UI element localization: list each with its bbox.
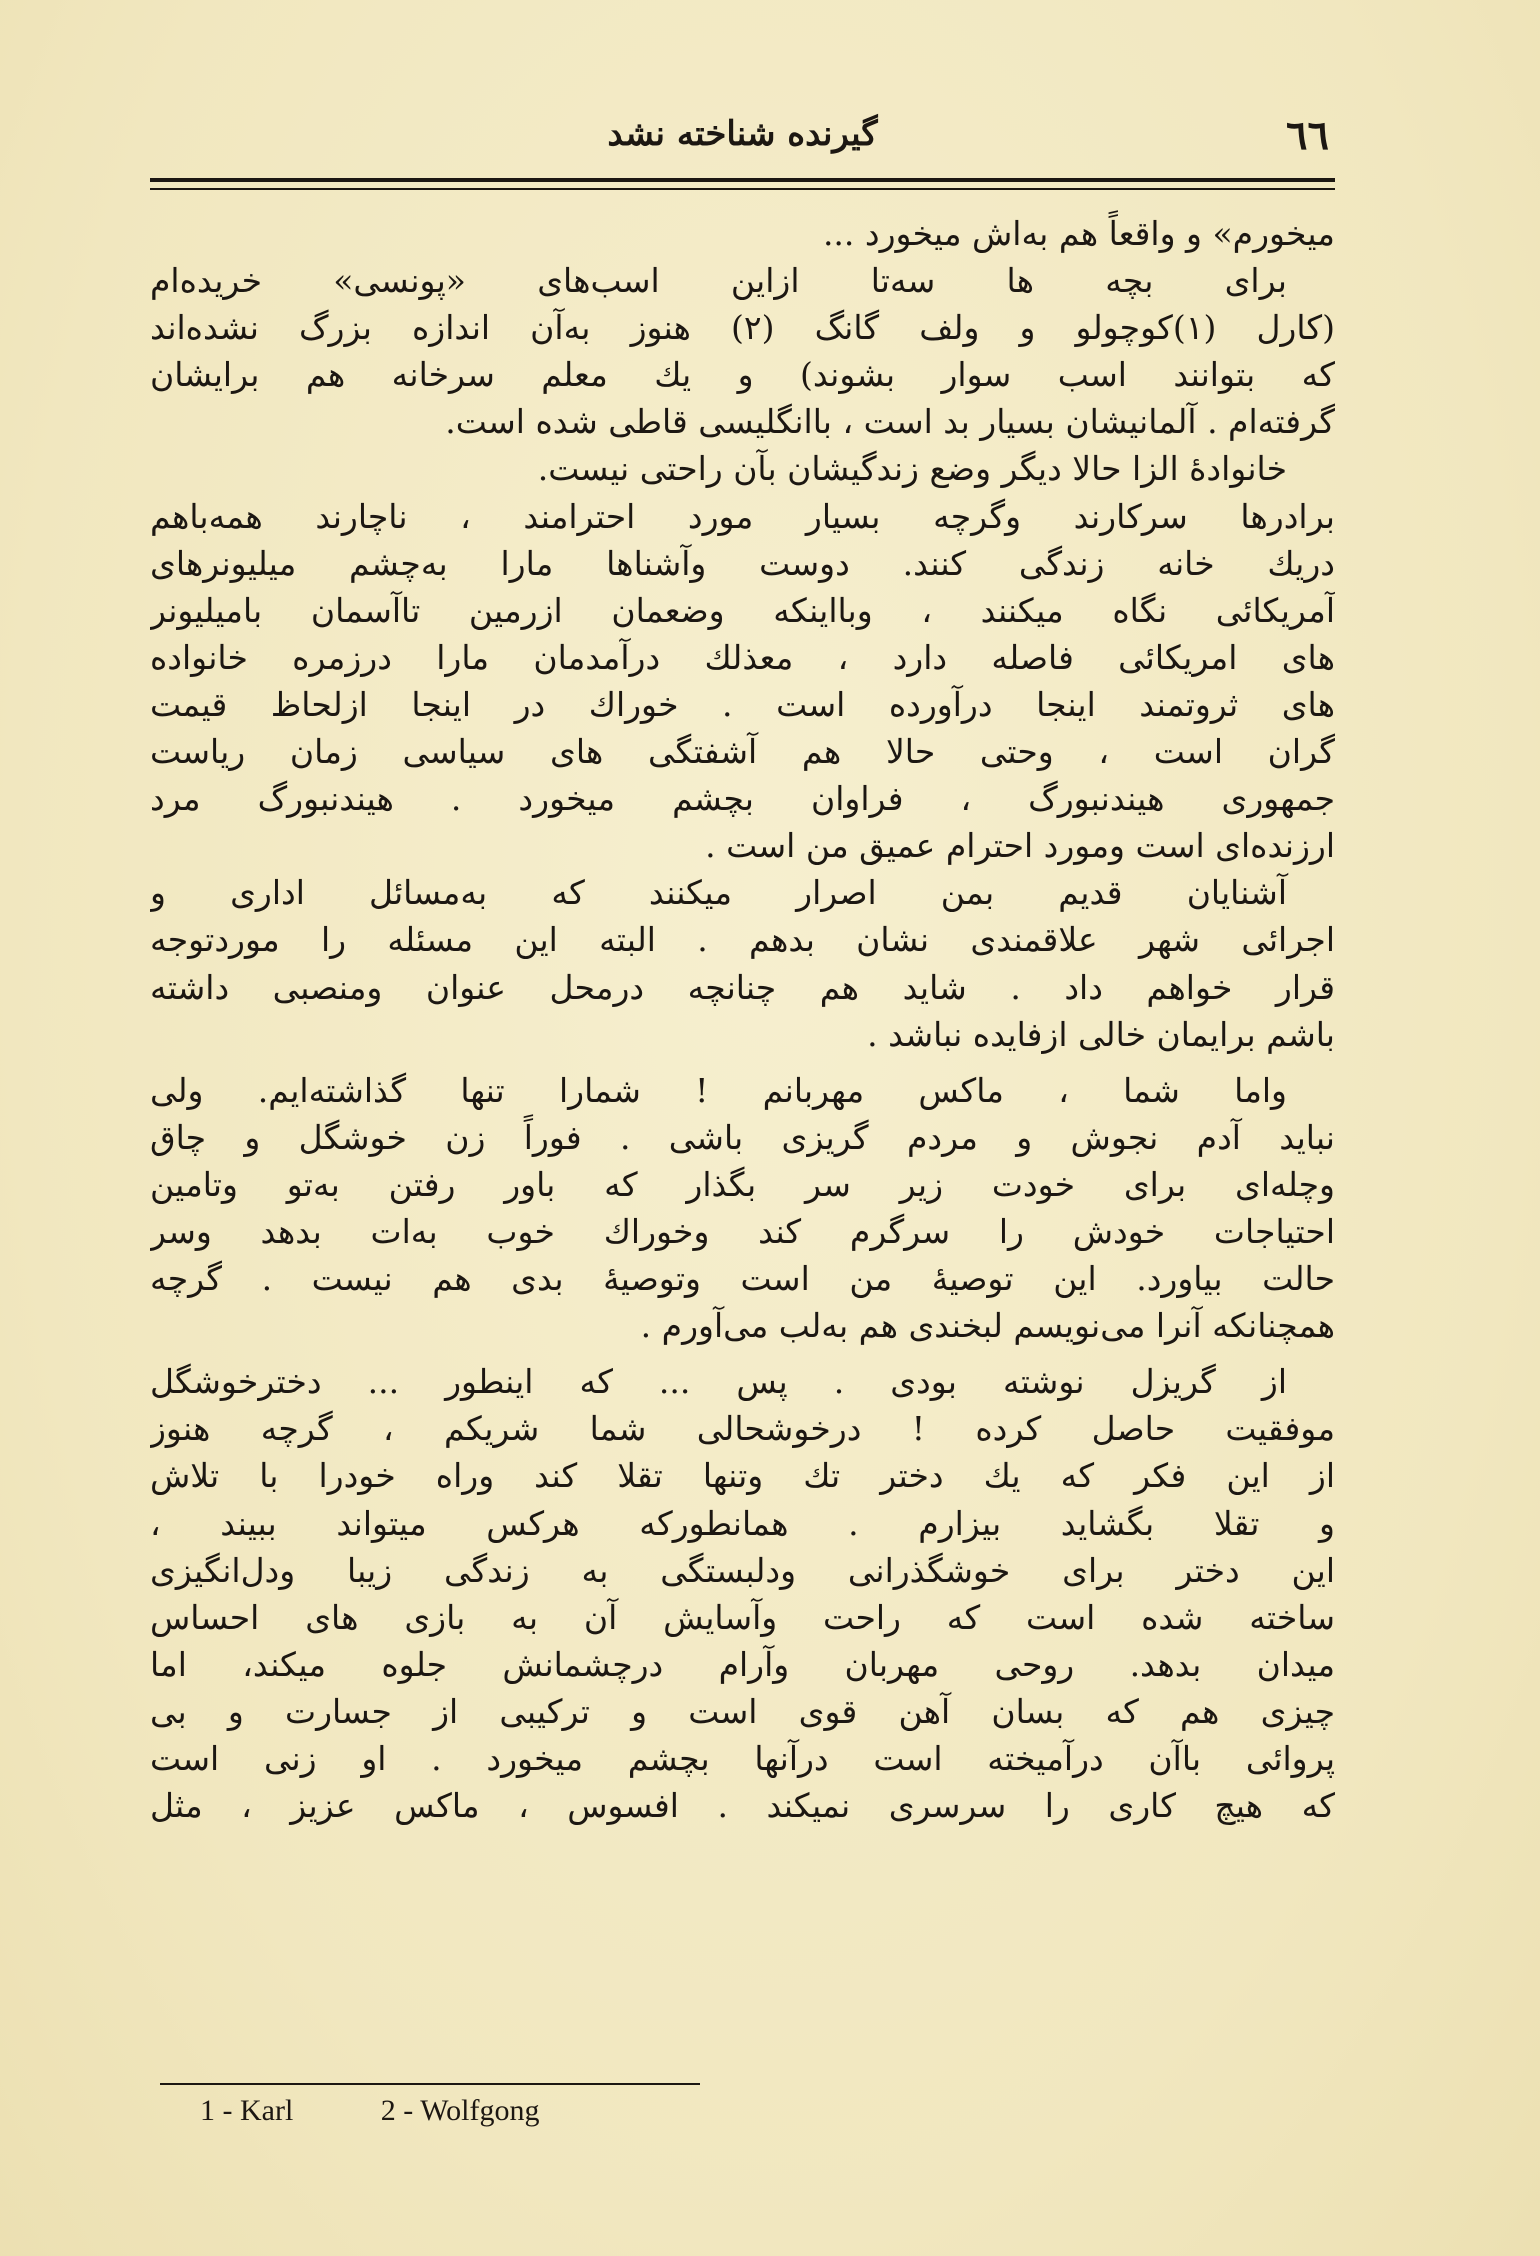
text-line: همچنانکه آنرا می‌نویسم لبخندی هم به‌لب می‌آورم . <box>640 1306 1335 1346</box>
text-line: خانوادهٔ الزا حالا دیگر وضع زندگیشان بآن راحتی نیست. <box>537 449 1287 489</box>
text-line: ارزنده‌ای است ومورد احترام عمیق من است . <box>705 826 1335 866</box>
text-line: باشم برایمان خالی ازفایده نباشد . <box>867 1014 1335 1054</box>
header-rule-thick <box>150 178 1335 182</box>
text-line: چیزی هم که بسان آهن قوی است و ترکیبی از جسارت و بی <box>150 1691 1335 1731</box>
running-title: گیرنده شناخته نشد <box>607 114 878 154</box>
footnotes <box>200 2094 619 2128</box>
footnote-1: 1 - Karl <box>200 2094 294 2127</box>
text-line: های ثروتمند اینجا درآورده است . خوراك در اینجا ازلحاظ قیمت <box>150 684 1335 724</box>
text-line: وچله‌ای برای خودت زیر سر بگذار که باور رفتن به‌تو وتامین <box>150 1164 1335 1204</box>
paragraph-gap <box>150 1349 1335 1358</box>
text-line: قرار خواهم داد . شاید هم چنانچه درمحل عنوان ومنصبی داشته <box>150 967 1335 1007</box>
text-line: از گریزل نوشته بودی . پس ... که اینطور ... دخترخوشگل <box>150 1362 1287 1402</box>
text-line: برادرها سرکارند وگرچه بسیار مورد احترامند ، ناچارند همه‌باهم <box>150 496 1335 536</box>
text-line: که بتوانند اسب سوار بشوند) و یك معلم سرخانه هم برایشان <box>150 355 1335 395</box>
body-text <box>150 210 1335 1829</box>
page-header <box>150 112 1335 172</box>
text-line: برای بچه ها سه‌تا ازاین اسب‌های «پونسی» خریده‌ام <box>150 261 1287 301</box>
text-line: واما شما ، ماکس مهربانم ! شمارا تنها گذاشته‌ایم. ولی <box>150 1070 1287 1110</box>
header-rule-thin <box>150 188 1335 190</box>
footnote-2: 2 - Wolfgong <box>380 2094 540 2127</box>
text-line: جمهوری هیندنبورگ ، فراوان بچشم میخورد . هیندنبورگ مرد <box>150 779 1335 819</box>
text-line: دریك خانه زندگی کنند. دوست وآشناها مارا به‌چشم میلیونرهای <box>150 543 1335 583</box>
footnote-rule <box>160 2083 700 2085</box>
text-line: اجرائی شهر علاقمندی نشان بدهم . البته این مسئله را موردتوجه <box>150 920 1335 960</box>
text-line: گرفته‌ام . آلمانیشان بسیار بد است ، باانگلیسی قاطی شده است. <box>445 402 1335 442</box>
text-line: موفقیت حاصل کرده ! درخوشحالی شما شریکم ، گرچه هنوز <box>150 1409 1335 1449</box>
text-line: آمریکائی نگاه میکنند ، وبااینکه وضعمان ازرمین تاآسمان بامیلیونر <box>150 590 1335 630</box>
text-line: گران است ، وحتی حالا هم آشفتگی های سیاسی زمان ریاست <box>150 732 1335 772</box>
text-line: این دختر برای خوشگذرانی ودلبستگی به زندگی زیبا ودل‌انگیزی <box>150 1550 1335 1590</box>
paragraph-gap <box>150 1058 1335 1067</box>
text-line: پروائی باآن درآمیخته است درآنها بچشم میخورد . او زنی است <box>150 1739 1335 1778</box>
text-line: که هیچ کاری را سرسری نمیکند . افسوس ، ماکس عزیز ، مثل <box>150 1786 1335 1826</box>
text-line: آشنایان قدیم بمن اصرار میکنند که به‌مسائل اداری و <box>150 873 1287 913</box>
text-line: نباید آدم نجوش و مردم گریزی باشی . فوراً زن خوشگل و چاق <box>150 1117 1335 1157</box>
text-line: از این فکر که یك دختر تك وتنها تقلا کند وراه خودرا با تلاش <box>150 1456 1335 1496</box>
text-line: ساخته شده است که راحت وآسایش آن به بازی های احساس <box>150 1597 1335 1637</box>
text-line: میخورم» و واقعاً هم به‌اش میخورد ... <box>822 214 1335 253</box>
text-line: حالت بیاورد. این توصیهٔ من است وتوصیهٔ بدی هم نیست . گرچه <box>150 1259 1335 1299</box>
text-line: های امریکائی فاصله دارد ، معذلك درآمدمان مارا درزمره خانواده <box>150 637 1335 677</box>
page-number: ٦٦ <box>1286 112 1329 159</box>
text-line: و تقلا بگشاید بیزارم . همانطورکه هرکس میتواند ببیند ، <box>150 1503 1335 1543</box>
text-line: (کارل (۱)کوچولو و ولف گانگ (۲) هنوز به‌آن اندازه بزرگ نشده‌اند <box>150 308 1335 348</box>
text-line: احتیاجات خودش را سرگرم کند وخوراك خوب به‌ات بدهد وسر <box>150 1211 1335 1251</box>
text-line: میدان بدهد. روحی مهربان وآرام درچشمانش جلوه میکند، اما <box>150 1644 1335 1684</box>
